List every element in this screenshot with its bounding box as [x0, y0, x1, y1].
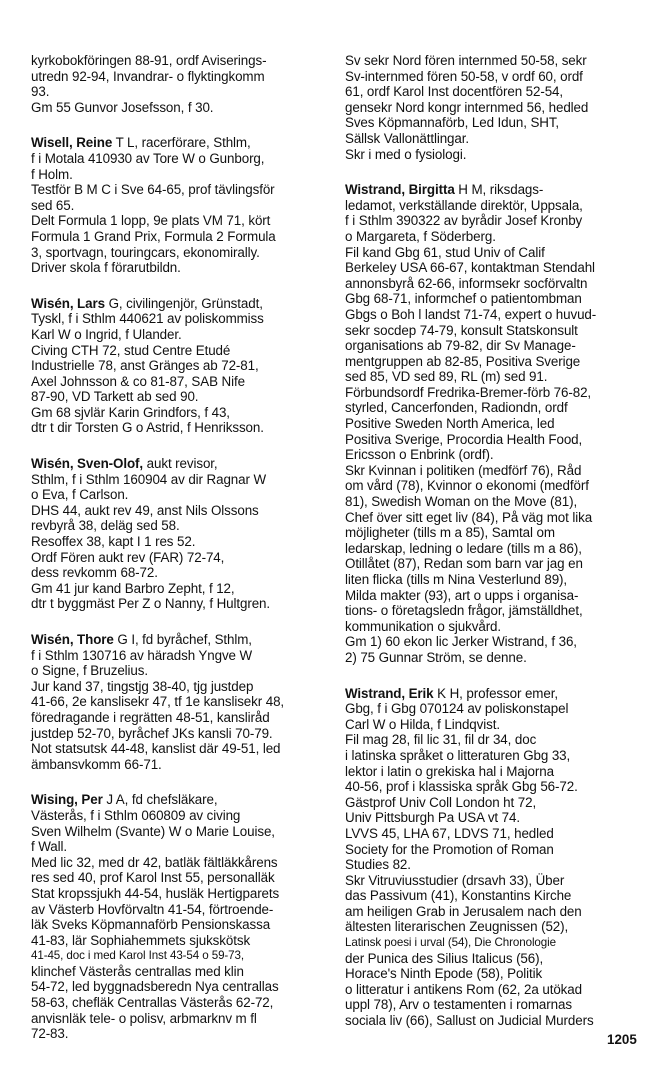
text-line: liten flicka (tills m Nina Vesterlund 89), — [345, 572, 568, 587]
text-line: Carl W o Hilda, f Lindqvist. — [345, 716, 500, 732]
text-line: dess revkomm 68-72. — [31, 565, 158, 581]
text-line: 72-83. — [31, 1026, 69, 1042]
text-line: ältesten literarischen Zeugnissen (52), — [345, 919, 569, 935]
text-line: gensekr Nord kongr internmed 56, hedled — [345, 99, 589, 115]
text-line: Fil kand Gbg 61, stud Univ of Calif — [345, 244, 545, 260]
text-line: Milda makter (93), art o upps i organisa- — [345, 587, 579, 603]
text-line: DHS 44, aukt rev 49, anst Nils Olssons — [31, 502, 259, 518]
text-line: ledamot, verkställande direktör, Uppsala, — [345, 197, 583, 213]
text-line: Förbundsordf Fredrika-Bremer-förb 76-82, — [345, 384, 592, 400]
text-line: Gästprof Univ Coll London ht 72, — [345, 794, 537, 810]
entry-line-text: G I, fd byråchef, Sthlm, — [113, 632, 252, 647]
text-line: utredn 92-94, Invandrar- o flyktingkomm — [31, 68, 265, 84]
text-line: kommunikation o sjukvård. — [345, 618, 502, 634]
text-line: lektor i latin o grekiska hal i Majorna — [345, 763, 554, 779]
text-line: 40-56, prof i klassiska språk Gbg 56-72. — [345, 779, 578, 795]
text-line: dtr t dir Torsten G o Astrid, f Henriksson. — [31, 420, 264, 436]
text-line: revbyrå 38, deläg sed 58. — [31, 518, 180, 534]
text-line: Tyskl, f i Sthlm 440621 av poliskommiss — [31, 311, 264, 327]
text-line: anvisnläk tele- o polisv, arbmarknv m fl — [31, 1010, 257, 1026]
entry-name: Wistrand, Birgitta — [345, 182, 455, 198]
text-line: f Wall. — [31, 839, 67, 855]
text-line: der Punica des Silius Italicus (56), — [345, 950, 544, 966]
entry-line-text: H M, riksdags- — [454, 182, 544, 198]
text-line: Ordf Fören aukt rev (FAR) 72-74, — [31, 549, 225, 565]
text-line — [31, 456, 327, 472]
text-line: 41-83, lär Sophiahemmets sjukskötsk — [31, 932, 251, 948]
text-line: res sed 40, prof Karol Inst 55, personalläk — [31, 870, 275, 886]
text-line: Testför B M C i Sve 64-65, prof tävlingsför — [31, 182, 275, 198]
text-line: i latinska språket o litteraturen Gbg 33, — [345, 747, 571, 763]
text-line: justdep 52-70, byråchef JKs kansli 70-79. — [31, 725, 273, 741]
text-line: Gm 55 Gunvor Josefsson, f 30. — [31, 99, 214, 115]
left-column — [31, 53, 327, 1062]
text-line: 2) 75 Gunnar Ström, se denne. — [345, 649, 527, 665]
entry-name: Wisén, Lars — [31, 295, 105, 311]
text-line: mentgruppen ab 82-85, Positiva Sverige — [345, 353, 581, 369]
text-line: LVVS 45, LHA 67, LDVS 71, hedled — [345, 825, 554, 841]
text-line: Not statsutsk 44-48, kanslist där 49-51, led — [31, 741, 281, 757]
text-line: Latinsk poesi i urval (54), Die Chronologie — [345, 936, 556, 950]
text-line: läk Sveks Köpmannaförb Pensionskassa — [31, 917, 271, 933]
text-line: 54-72, led byggnadsberedn Nya centrallas — [31, 979, 279, 995]
text-line: tions- o företagsledn frågor, jämställdhet, — [345, 603, 583, 619]
entry-name: Wising, Per — [31, 792, 103, 808]
entry-wising-per — [31, 792, 327, 1042]
text-line: Gbg, f i Gbg 070124 av poliskonstapel — [345, 701, 569, 717]
text-line: Otillåtet (87), Redan som barn var jag en — [345, 556, 583, 572]
text-line: o Eva, f Carlson. — [31, 487, 129, 503]
text-line: sociala liv (66), Sallust on Judicial Murders — [345, 1013, 594, 1029]
text-line: Sv-internmed fören 50-58, v ordf 60, ordf — [345, 68, 583, 84]
entry-wistrand-erik — [345, 686, 641, 1029]
text-line: Ericsson o Enbrink (ordf). — [345, 447, 494, 463]
text-line: Chef över sitt eget liv (84), På väg mot lika — [345, 509, 593, 525]
entry-wistrand-birgitta — [345, 182, 641, 665]
entry-line-text: K H, professor emer, — [433, 685, 558, 701]
text-line: 41-45, doc i med Karol Inst 43-54 o 59-73, — [31, 949, 244, 963]
text-line: kyrkobokföringen 88-91, ordf Aviserings- — [31, 53, 267, 68]
entry-line-text: T L, racerförare, Sthlm, — [112, 135, 251, 151]
text-line: 87-90, VD Tarkett ab sed 90. — [31, 389, 199, 405]
text-line: av Västerb Hovförvaltn 41-54, förtroende- — [31, 901, 274, 917]
entry-name: Wisell, Reine — [31, 135, 113, 151]
entry-line-text: J A, fd chefsläkare, — [102, 792, 218, 808]
text-line: Gm 68 sjvlär Karin Grindfors, f 43, — [31, 404, 230, 420]
text-line: f i Sthlm 390322 av byrådir Josef Kronby — [345, 213, 583, 229]
text-line: 93. — [31, 84, 50, 100]
entry-wisen-lars — [31, 296, 327, 436]
entry-wisen-thore — [31, 632, 327, 772]
text-line: möjligheter (tills m a 85), Samtal om — [345, 525, 555, 541]
text-line: Resoffex 38, kapt I 1 res 52. — [31, 534, 196, 550]
text-line: Axel Johnsson & co 81-87, SAB Nife — [31, 373, 245, 389]
text-line — [31, 632, 327, 648]
text-line: o Margareta, f Söderberg. — [345, 228, 496, 244]
entry-wisell-reine — [31, 135, 327, 275]
entry-continued — [31, 53, 327, 115]
text-line: sed 85, VD sed 89, RL (m) sed 91. — [345, 369, 548, 385]
text-line: f i Motala 410930 av Tore W o Gunborg, — [31, 150, 265, 166]
text-line: 41-66, 2e kanslisekr 47, tf 1e kanslisekr 48, — [31, 694, 285, 710]
entry-continued-right — [345, 53, 641, 162]
text-line: Berkeley USA 66-67, kontaktman Stendahl — [345, 260, 595, 276]
text-line: Jur kand 37, tingstjg 38-40, tjg justdep — [31, 678, 254, 694]
text-line — [31, 135, 327, 151]
text-line: annonsbyrå 62-66, informsekr socförvaltn — [345, 275, 588, 291]
text-line — [345, 182, 641, 198]
text-line: Skr Vitruviusstudier (drsavh 33), Über — [345, 872, 565, 888]
text-line: Karl W o Ingrid, f Ulander. — [31, 326, 182, 342]
text-line: 58-63, chefläk Centrallas Västerås 62-72, — [31, 995, 274, 1011]
text-line: Sthlm, f i Sthlm 160904 av dir Ragnar W — [31, 471, 267, 487]
text-line: Sven Wilhelm (Svante) W o Marie Louise, — [31, 823, 275, 839]
text-line: klinchef Västerås centrallas med klin — [31, 963, 244, 979]
text-line: föredragande i regrätten 48-51, kansliråd — [31, 709, 270, 725]
text-line: 3, sportvagn, touringcars, ekonomirally. — [31, 244, 260, 260]
text-line: 61, ordf Karol Inst docentfören 52-54, — [345, 84, 564, 100]
text-line: Positive Sweden North America, led — [345, 416, 555, 432]
entry-line-text: aukt revisor, — [143, 456, 218, 472]
text-line: f Holm. — [31, 166, 73, 182]
text-line: Delt Formula 1 lopp, 9e plats VM 71, kört — [31, 213, 271, 229]
entry-name: Wisén, Thore — [31, 632, 114, 647]
text-line: Sv sekr Nord fören internmed 50-58, sekr — [345, 53, 587, 68]
entry-wisen-sven-olof — [31, 456, 327, 612]
text-line: Positiva Sverige, Procordia Health Food, — [345, 431, 583, 447]
text-line: am heiligen Grab in Jerusalem nach den — [345, 903, 582, 919]
text-line: Gbg 68-71, informchef o patientombman — [345, 291, 582, 307]
entry-line-text: G, civilingenjör, Grünstadt, — [104, 295, 263, 311]
text-line: ämbansvkomm 66-71. — [31, 756, 162, 772]
text-line: dtr t byggmäst Per Z o Nanny, f Hultgren. — [31, 596, 271, 612]
text-line: das Passivum (41), Konstantins Kirche — [345, 888, 572, 904]
text-line: Skr i med o fysiologi. — [345, 146, 467, 162]
text-line: 81), Swedish Woman on the Move (81), — [345, 494, 578, 510]
entry-name: Wistrand, Erik — [345, 685, 434, 701]
text-line: Västerås, f i Sthlm 060809 av civing — [31, 807, 241, 823]
text-line — [31, 296, 327, 312]
text-line — [31, 792, 327, 808]
text-line: Industrielle 78, anst Gränges ab 72-81, — [31, 358, 259, 374]
text-line: Fil mag 28, fil lic 31, fil dr 34, doc — [345, 732, 537, 748]
text-line: Gm 41 jur kand Barbro Zepht, f 12, — [31, 580, 235, 596]
text-line: Society for the Promotion of Roman — [345, 841, 554, 857]
text-line: sekr socdep 74-79, konsult Statskonsult — [345, 322, 578, 338]
text-line: o Signe, f Bruzelius. — [31, 663, 148, 679]
right-column — [345, 53, 641, 1049]
text-line: Horace's Ninth Epode (58), Politik — [345, 966, 543, 982]
text-line — [345, 686, 641, 702]
text-line: Med lic 32, med dr 42, batläk fältläkkårens — [31, 854, 278, 870]
text-line: ledarskap, ledning o ledare (tills m a 86), — [345, 540, 582, 556]
text-line: Studies 82. — [345, 857, 411, 873]
text-line: organisations ab 79-82, dir Sv Manage- — [345, 338, 576, 354]
text-line: Civing CTH 72, stud Centre Etudé — [31, 342, 231, 358]
text-line: styrled, Cancerfonden, Radiondn, ordf — [345, 400, 568, 416]
text-line: Univ Pittsburgh Pa USA vt 74. — [345, 810, 520, 826]
page-number: 1205 — [607, 1032, 637, 1047]
text-line: Driver skola f förarutbildn. — [31, 260, 181, 276]
text-line: f i Sthlm 130716 av häradsh Yngve W — [31, 647, 253, 663]
text-line: Sällsk Vallonättlingar. — [345, 130, 469, 146]
text-line: Skr Kvinnan i politiken (medförf 76), Råd — [345, 462, 582, 478]
entry-name: Wisén, Sven-Olof, — [31, 456, 144, 472]
text-line: uppl 78), Arv o testamenten i romarnas — [345, 997, 572, 1013]
text-line: Sves Köpmannaförb, Led Idun, SHT, — [345, 115, 560, 131]
text-line: Formula 1 Grand Prix, Formula 2 Formula — [31, 228, 276, 244]
text-line: Gbgs o Boh l landst 71-74, expert o huvud- — [345, 306, 597, 322]
text-line: sed 65. — [31, 197, 75, 213]
text-line: Gm 1) 60 ekon lic Jerker Wistrand, f 36, — [345, 634, 577, 650]
text-line: Stat kropssjukh 44-54, husläk Hertigparets — [31, 885, 280, 901]
text-line: o litteratur i antikens Rom (62, 2a utökad — [345, 981, 582, 997]
text-line: om vård (78), Kvinnor o ekonomi (medförf — [345, 478, 589, 494]
